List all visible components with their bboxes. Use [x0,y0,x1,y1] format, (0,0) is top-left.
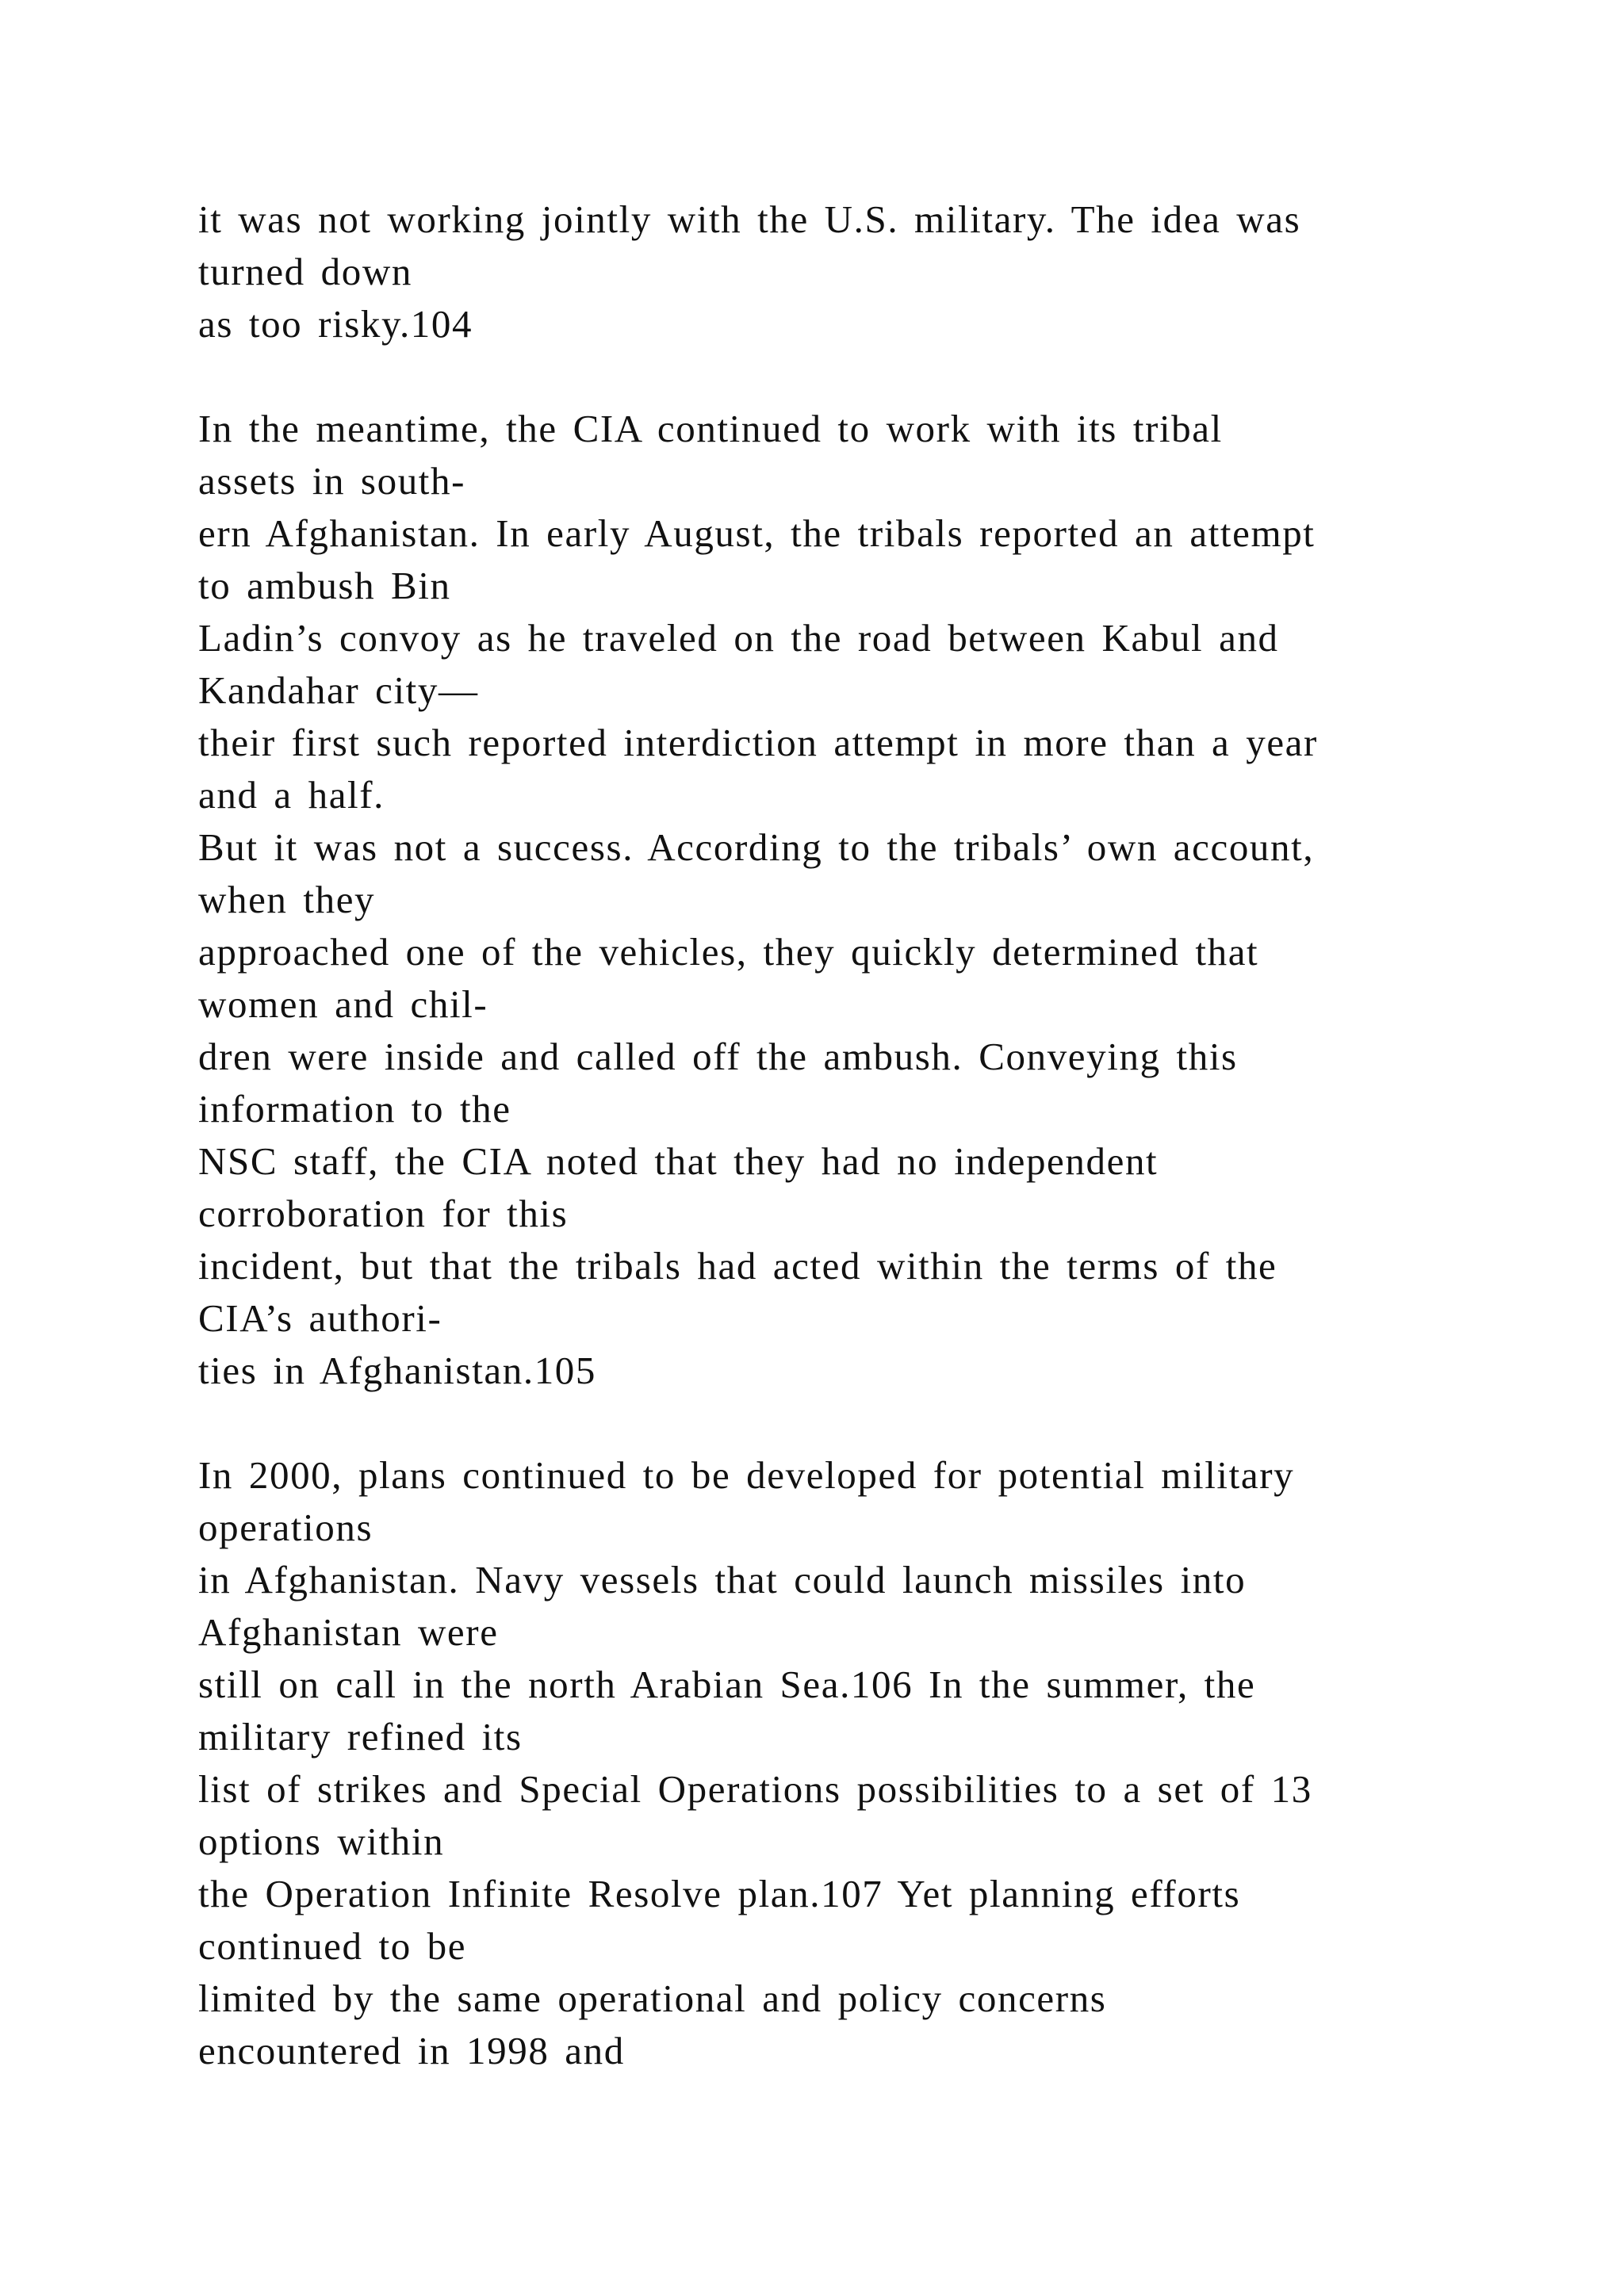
text-line: corroboration for this [198,1192,569,1235]
text-line: continued to be [198,1924,467,1968]
text-line: information to the [198,1087,511,1131]
text-line: the Operation Infinite Resolve plan.107 Yet planning efforts [198,1872,1241,1915]
paragraph-gap [198,1397,1546,1449]
text-line: options within [198,1820,445,1863]
text-line: Ladin’s convoy as he traveled on the road between Kabul and [198,616,1279,660]
text-line: when they [198,878,376,921]
text-line: military refined its [198,1715,523,1758]
paragraph-gap [198,350,1546,403]
text-line: But it was not a success. According to the tribals’ own account, [198,825,1315,869]
text-line: encountered in 1998 and [198,2029,625,2072]
body-text [198,193,1546,2077]
text-line: their first such reported interdiction attempt in more than a year [198,721,1318,764]
text-line: approached one of the vehicles, they quickly determined that [198,930,1259,974]
text-line: as too risky.104 [198,302,473,346]
text-line: still on call in the north Arabian Sea.106 In the summer, the [198,1663,1256,1706]
paragraph-3 [198,1449,1546,2077]
text-line: list of strikes and Special Operations possibilities to a set of 13 [198,1767,1312,1811]
text-line: ern Afghanistan. In early August, the tribals reported an attempt [198,511,1316,555]
text-line: and a half. [198,773,385,817]
text-line: operations [198,1506,373,1549]
text-line: CIA’s authori- [198,1296,442,1340]
text-line: Afghanistan were [198,1610,499,1654]
text-line: to ambush Bin [198,564,451,607]
text-line: it was not working jointly with the U.S. military. The idea was [198,197,1301,241]
text-line: In the meantime, the CIA continued to work with its tribal [198,407,1223,450]
text-line: in Afghanistan. Navy vessels that could launch missiles into [198,1558,1247,1601]
text-line: dren were inside and called off the ambush. Conveying this [198,1035,1238,1078]
paragraph-2 [198,403,1546,1397]
text-line: In 2000, plans continued to be developed for potential military [198,1453,1295,1497]
text-line: assets in south- [198,459,466,503]
text-line: Kandahar city— [198,668,479,712]
text-line: ties in Afghanistan.105 [198,1349,597,1392]
text-line: turned down [198,250,412,293]
text-line: limited by the same operational and policy concerns [198,1976,1107,2020]
text-line: women and chil- [198,982,488,1026]
text-line: NSC staff, the CIA noted that they had no independent [198,1139,1159,1183]
paragraph-1 [198,193,1546,350]
text-line: incident, but that the tribals had acted within the terms of the [198,1244,1277,1288]
